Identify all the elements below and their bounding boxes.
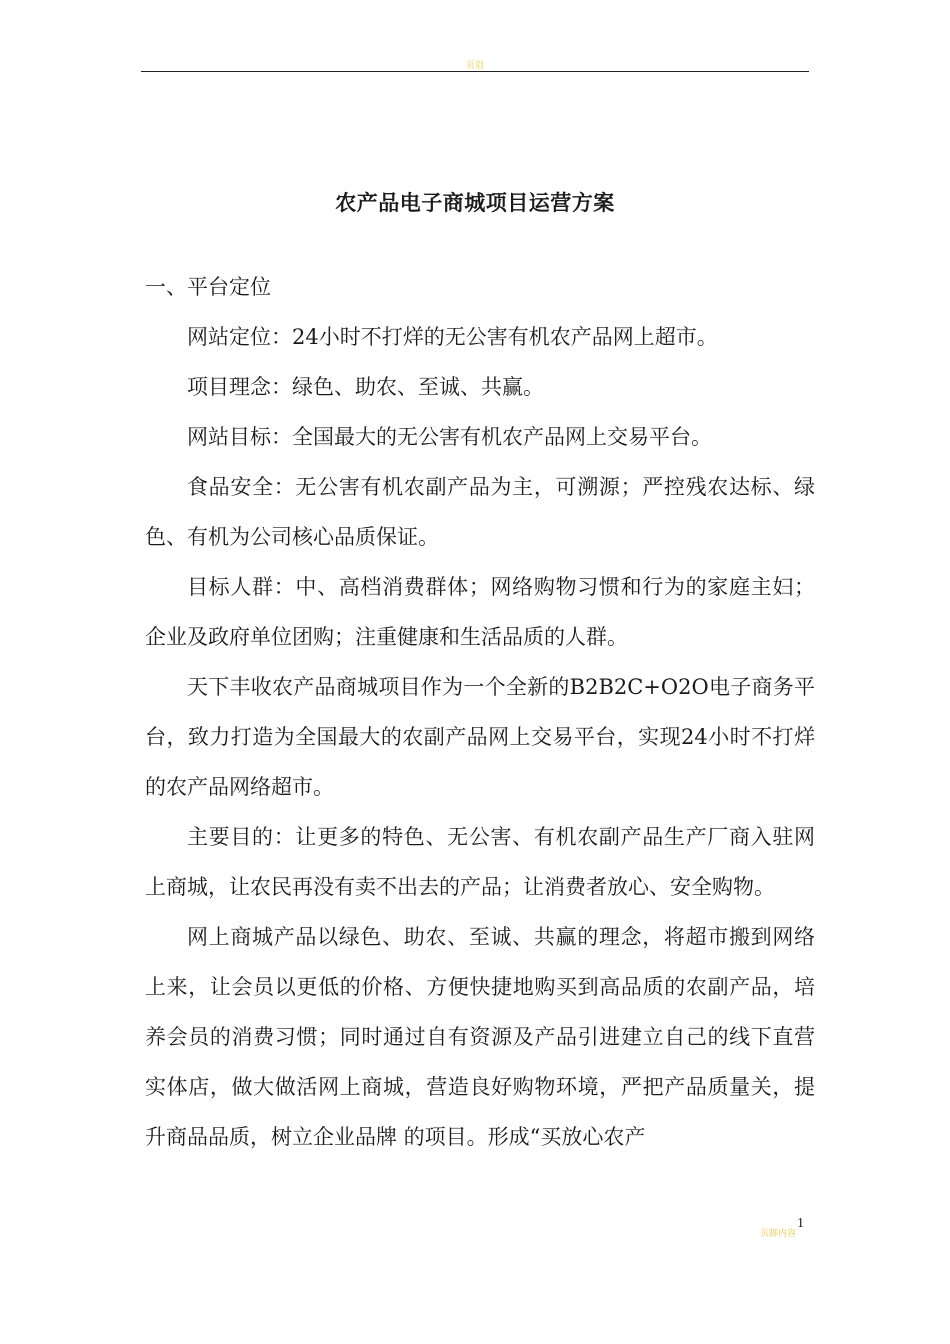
- page-number: 1: [797, 1216, 804, 1231]
- page-header-text: 页眉: [465, 61, 484, 71]
- document-body: [145, 262, 815, 1162]
- paragraph-target-audience: 目标人群：中、高档消费群体；网络购物习惯和行为的家庭主妇；企业及政府单位团购；注重健康和生活品质的人群。: [145, 575, 815, 649]
- section-heading: 一、平台定位: [145, 275, 271, 299]
- paragraph-main-purpose: 主要目的：让更多的特色、无公害、有机农副产品生产厂商入驻网上商城，让农民再没有卖不出去的产品；让消费者放心、安全购物。: [145, 825, 815, 899]
- paragraph-mall-concept: 网上商城产品以绿色、助农、至诚、共赢的理念，将超市搬到网络上来，让会员以更低的价格、方便快捷地购买到高品质的农副产品，培养会员的消费习惯；同时通过自有资源及产品引进建立自己的线下直营实体店，做大做活网上商城，营造良好购物环境，严把产品质量关，提升商品品质，树立企业品牌 的项目。形成“买放心农产: [145, 925, 815, 1149]
- paragraph-project-concept: 项目理念：绿色、助农、至诚、共赢。: [187, 375, 544, 399]
- page-footer-text: 页脚内容: [760, 1229, 797, 1239]
- paragraph-food-safety: 食品安全：无公害有机农副产品为主，可溯源；严控残农达标、绿色、有机为公司核心品质保证。: [145, 475, 815, 549]
- paragraph-website-goal: 网站目标：全国最大的无公害有机农产品网上交易平台。: [187, 425, 712, 449]
- document-title: 农产品电子商城项目运营方案: [335, 190, 615, 215]
- paragraph-website-positioning: 网站定位：24小时不打烊的无公害有机农产品网上超市。: [187, 325, 718, 349]
- paragraph-platform-intro: 天下丰收农产品商城项目作为一个全新的B2B2C+O2O电子商务平台，致力打造为全国最大的农副产品网上交易平台，实现24小时不打烊的农产品网络超市。: [145, 675, 815, 799]
- header-divider: [141, 71, 809, 72]
